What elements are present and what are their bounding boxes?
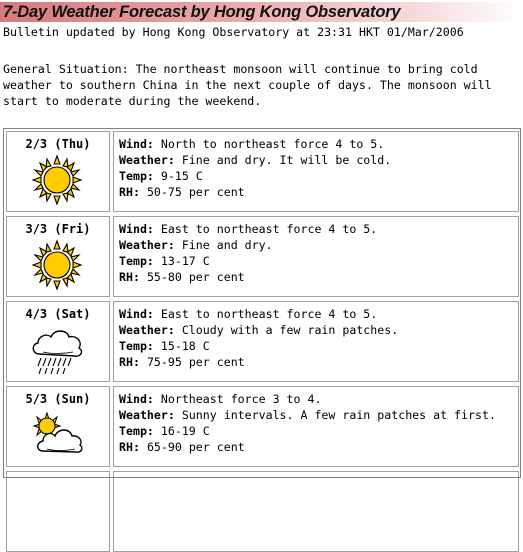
- rh-value: 65-90 per cent: [146, 440, 245, 454]
- forecast-info-cell: [113, 301, 519, 382]
- rh-value: 50-75 per cent: [146, 185, 245, 199]
- temp-value: 13-17 C: [160, 254, 210, 268]
- sun-icon: [29, 154, 85, 206]
- weather-label: Weather:: [119, 153, 175, 167]
- temp-label: Temp:: [119, 169, 154, 183]
- general-situation: General Situation: The northeast monsoon will continue to bring cold weather to southern China in the next couple of days. The monsoon will start to moderate during the weekend.: [3, 62, 492, 108]
- wind-label: Wind:: [119, 137, 154, 151]
- temp-label: Temp:: [119, 424, 154, 438]
- rh-label: RH:: [119, 355, 140, 369]
- rain-cloud-icon: [29, 324, 85, 376]
- page-title: 7-Day Weather Forecast by Hong Kong Observatory: [3, 3, 401, 21]
- weather-value: Fine and dry.: [181, 238, 273, 252]
- wind-value: North to northeast force 4 to 5.: [160, 137, 385, 151]
- weather-label: Weather:: [119, 323, 175, 337]
- weather-value: Sunny intervals. A few rain patches at first.: [181, 408, 496, 422]
- wind-value: Northeast force 3 to 4.: [160, 392, 322, 406]
- forecast-day-cell: [6, 131, 110, 212]
- rh-label: RH:: [119, 440, 140, 454]
- forecast-row: [6, 131, 519, 212]
- bulletin-text: Bulletin updated by Hong Kong Observatory at 23:31 HKT 01/Mar/2006: [3, 25, 464, 39]
- forecast-row: [6, 301, 519, 382]
- forecast-info-cell: [113, 471, 519, 552]
- title-bar: [0, 2, 523, 22]
- rh-label: RH:: [119, 185, 140, 199]
- weather-value: Cloudy with a few rain patches.: [181, 323, 399, 337]
- day-date: 2/3 (Thu): [25, 137, 91, 151]
- forecast-info-cell: [113, 386, 519, 467]
- wind-label: Wind:: [119, 222, 154, 236]
- rh-value: 75-95 per cent: [146, 355, 245, 369]
- forecast-day-cell: [6, 471, 110, 552]
- rh-value: 55-80 per cent: [146, 270, 245, 284]
- forecast-row: [6, 471, 519, 552]
- wind-label: Wind:: [119, 307, 154, 321]
- weather-label: Weather:: [119, 238, 175, 252]
- temp-value: 16-19 C: [160, 424, 210, 438]
- wind-value: East to northeast force 4 to 5.: [160, 307, 378, 321]
- forecast-info-cell: [113, 131, 519, 212]
- forecast-day-cell: [6, 301, 110, 382]
- temp-label: Temp:: [119, 339, 154, 353]
- forecast-table: [3, 128, 521, 478]
- weather-label: Weather:: [119, 408, 175, 422]
- temp-value: 9-15 C: [160, 169, 203, 183]
- forecast-info-cell: [113, 216, 519, 297]
- weather-value: Fine and dry. It will be cold.: [181, 153, 392, 167]
- temp-value: 15-18 C: [160, 339, 210, 353]
- forecast-day-cell: [6, 386, 110, 467]
- wind-value: East to northeast force 4 to 5.: [160, 222, 378, 236]
- sun-icon: [29, 239, 85, 291]
- rh-label: RH:: [119, 270, 140, 284]
- forecast-day-cell: [6, 216, 110, 297]
- wind-label: Wind:: [119, 392, 154, 406]
- day-date: 4/3 (Sat): [25, 307, 91, 321]
- day-date: 3/3 (Fri): [25, 222, 91, 236]
- day-date: 5/3 (Sun): [25, 392, 91, 406]
- forecast-row: [6, 386, 519, 467]
- sun-cloud-icon: [29, 409, 85, 461]
- forecast-row: [6, 216, 519, 297]
- temp-label: Temp:: [119, 254, 154, 268]
